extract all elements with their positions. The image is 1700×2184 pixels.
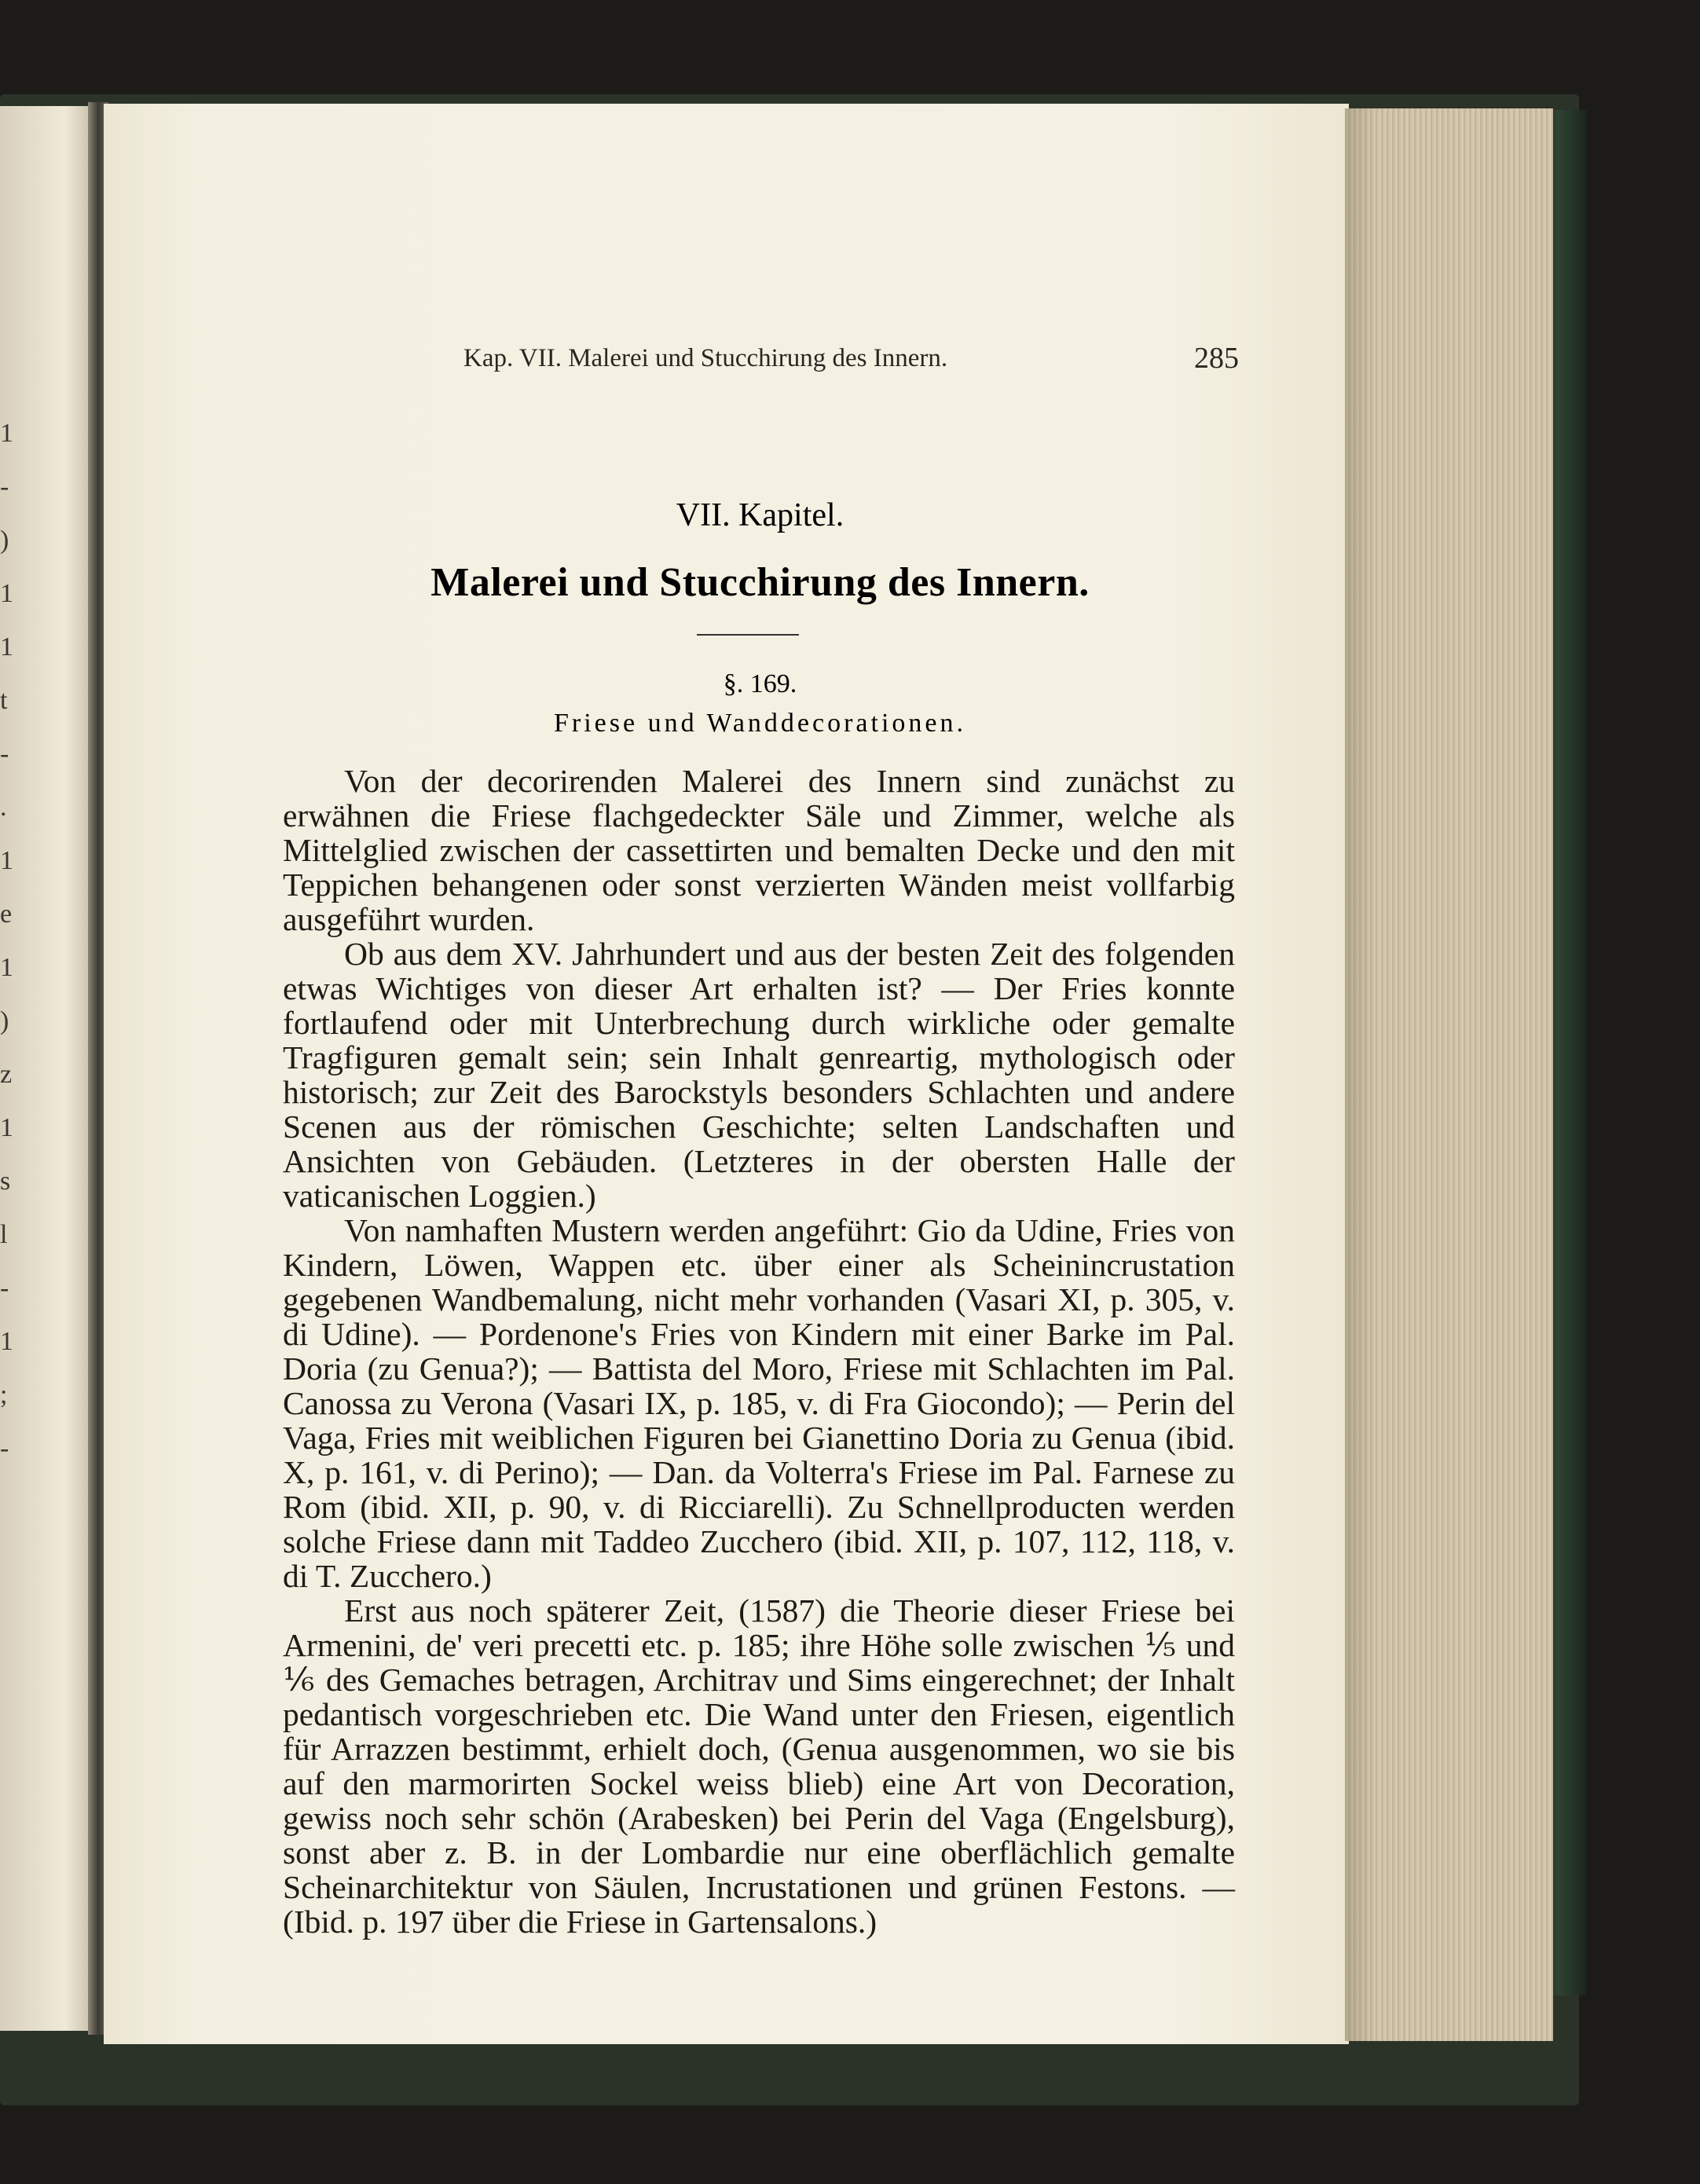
section-number: §. 169.: [723, 669, 797, 698]
edge-glyph: 1: [0, 953, 13, 982]
edge-glyph: s: [0, 1167, 11, 1196]
edge-glyph: -: [0, 1434, 9, 1463]
edge-glyph: ;: [0, 1380, 8, 1409]
edge-glyph: 1: [0, 1327, 13, 1356]
edge-glyph: z: [0, 1060, 13, 1089]
page-number: 285: [1194, 342, 1239, 375]
paragraph: Von namhaften Mustern werden angeführt: Gio da Udine, Fries von Kindern, Löwen, Wappen etc. über einer als Scheinincrustation gegebenen Wandbemalung, nicht mehr vorhanden (Vasari XI, p. 305, v. di Udine). — Pordenone's Fries von Kindern mit einer Barke im Pal. Doria (zu Genua?); — Battista del Moro, Friese mit Schlachten im Pal. Canossa zu Verona (Vasari IX, p. 185, v. di Fra Giocondo); — Perin del Vaga, Fries mit weiblichen Figuren bei Gianettino Doria zu Genua (ibid. X, p. 161, v. di Perino); — Dan. da Volterra's Friese im Pal. Farnese zu Rom (ibid. XII, p. 90, v. di Ricciarelli). Zu Schnellproducten werden solche Friese dann mit Taddeo Zucchero (ibid. XII, p. 107, 112, 118, v. di T. Zucchero.): [283, 1212, 1235, 1594]
right-page: [104, 104, 1349, 2044]
edge-glyph: 1: [0, 1113, 13, 1142]
edge-glyph: ): [0, 526, 9, 555]
paragraph: Ob aus dem XV. Jahrhundert und aus der besten Zeit des folgenden etwas Wichtiges von dieser Art erhalten ist? — Der Fries konnte fortlaufend oder mit Unterbrechung durch wirkliche oder gemalte Tragfiguren gemalt sein; sein Inhalt genreartig, mythologisch oder historisch; zur Zeit des Barockstyls besonders Schlachten und andere Scenen aus der römischen Geschichte; selten Landschaften und Ansichten von Gebäuden. (Letzteres in der obersten Halle der vaticanischen Loggien.): [283, 936, 1235, 1214]
chapter-title: Malerei und Stucchirung des Innern.: [430, 560, 1090, 605]
edge-glyph: -: [0, 739, 9, 768]
edge-glyph: l: [0, 1220, 8, 1249]
chapter-number: VII. Kapitel.: [676, 497, 845, 533]
edge-glyph: 1: [0, 579, 13, 608]
edge-glyph: 1: [0, 632, 13, 661]
edge-glyph: -: [0, 472, 9, 501]
body-text: [283, 764, 1235, 1939]
running-head: [284, 344, 1239, 383]
running-title: Kap. VII. Malerei und Stucchirung des Innern.: [463, 344, 948, 372]
edge-glyph: 1: [0, 846, 13, 875]
edge-glyph: .: [0, 793, 7, 822]
left-page: [0, 106, 93, 2031]
paragraph: Erst aus noch späterer Zeit, (1587) die Theorie dieser Friese bei Armenini, de' veri precetti etc. p. 185; ihre Höhe solle zwischen ⅕ und ⅙ des Gemaches betragen, Architrav und Sims eingerechnet; der Inhalt pedantisch vorgeschrieben etc. Die Wand unter den Friesen, eigentlich für Arrazzen bestimmt, erhielt doch, (Genua ausgenommen, wo sie bis auf den marmorirten Sockel weiss blieb) eine Art von Decoration, gewiss noch sehr schön (Arabesken) bei Perin del Vaga (Engelsburg), sonst aber z. B. in der Lombardie nur eine oberflächlich gemalte Scheinarchitektur von Säulen, Incrustationen und grünen Festons. — (Ibid. p. 197 über die Friese in Gartensalons.): [283, 1592, 1235, 1940]
edge-glyph: e: [0, 900, 13, 929]
edge-glyph: 1: [0, 419, 13, 448]
page-block-shadow: [1345, 108, 1376, 2041]
left-page-edge-text: [0, 420, 24, 1489]
section-title: Friese und Wanddecorationen.: [553, 709, 966, 738]
edge-glyph: t: [0, 686, 8, 715]
divider-rule: [697, 634, 799, 636]
paragraph: Von der decorirenden Malerei des Innern sind zunächst zu erwähnen die Friese flachgedeckter Säle und Zimmer, welche als Mittelglied zwischen der cassettirten und bemalten Decke und den mit Teppichen behangenen oder sonst verzierten Wänden meist vollfarbig ausgeführt wurden.: [283, 763, 1235, 937]
edge-glyph: ): [0, 1006, 9, 1035]
edge-glyph: -: [0, 1273, 9, 1303]
